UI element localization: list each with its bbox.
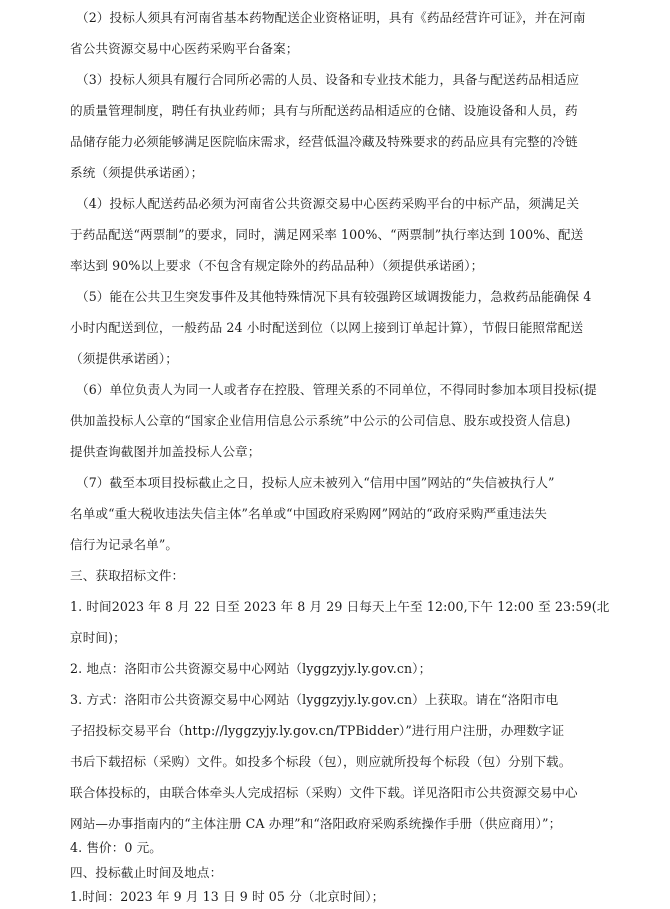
text-line: （5）能在公共卫生突发事件及其他特殊情况下具有较强跨区域调拨能力，急救药品能确保 4: [76, 289, 592, 304]
text-line: 小时内配送到位，一般药品 24 小时配送到位（以网上接到订单起计算），节假日能照常配送: [70, 320, 584, 335]
text-line: 提供查询截图并加盖投标人公章；: [70, 444, 261, 459]
text-line: 1.时间：2023 年 9 月 13 日 9 时 05 分（北京时间）；: [70, 889, 385, 904]
text-line: 系统（须提供承诺函）；: [70, 165, 204, 180]
text-line: 于药品配送“两票制”的要求，同时，满足网采率 100%、“两票制”执行率达到 100%、配送: [70, 227, 584, 242]
text-line: 供加盖投标人公章的“国家企业信用信息公示系统”中公示的公司信息、股东或投资人信息): [70, 413, 571, 428]
text-line: 2. 地点：洛阳市公共资源交易中心网站（lyggzyjy.ly.gov.cn）；: [70, 661, 432, 676]
text-line: 4. 售价：0 元。: [70, 840, 163, 855]
text-line: 子招投标交易平台（http://lyggzyjy.ly.gov.cn/TPBidder）”进行用户注册，办理数字证: [70, 723, 565, 738]
text-line: （6）单位负责人为同一人或者存在控股、管理关系的不同单位，不得同时参加本项目投标(提: [76, 382, 597, 397]
text-line: 3. 方式：洛阳市公共资源交易中心网站（lyggzyjy.ly.gov.cn）上获取。请在“洛阳市电: [70, 692, 559, 707]
text-line: 京时间)；: [70, 630, 126, 645]
text-line: 省公共资源交易中心医药采购平台备案；: [70, 41, 299, 56]
section-heading: 三、获取招标文件：: [70, 568, 185, 583]
text-line: （7）截至本项目投标截止之日，投标人应未被列入“信用中国”网站的“失信被执行人”: [76, 475, 555, 490]
text-line: 名单或“重大税收违法失信主体”名单或“中国政府采购网”网站的“政府采购严重违法失: [70, 506, 547, 521]
text-line: 网站—办事指南内的“主体注册 CA 办理”和“洛阳政府采购系统操作手册（供应商用）”；: [70, 816, 562, 831]
text-line: 联合体投标的，由联合体牵头人完成招标（采购）文件下载。详见洛阳市公共资源交易中心: [70, 785, 578, 800]
text-line: （须提供承诺函）；: [70, 351, 178, 366]
text-line: 品储存能力必须能够满足医院临床需求，经营低温冷藏及特殊要求的药品应具有完整的冷链: [70, 134, 578, 149]
text-line: （2）投标人须具有河南省基本药物配送企业资格证明，具有《药品经营许可证》，并在河南: [76, 10, 586, 25]
text-line: 1. 时间2023 年 8 月 22 日至 2023 年 8 月 29 日每天上午至 12:00,下午 12:00 至 23:59(北: [70, 599, 610, 614]
text-line: 的质量管理制度，聘任有执业药师；具有与所配送药品相适应的仓储、设施设备和人员，药: [70, 103, 578, 118]
text-line: （4）投标人配送药品必须为河南省公共资源交易中心医药采购平台的中标产品，须满足关: [76, 196, 580, 211]
text-line: 率达到 90%以上要求（不包含有规定除外的药品品种）（须提供承诺函）；: [70, 258, 484, 273]
text-line: 信行为记录名单”。: [70, 537, 179, 552]
text-line: 书后下载招标（采购）文件。如投多个标段（包），则应就所投每个标段（包）分别下载。: [70, 754, 572, 769]
text-line: （3）投标人须具有履行合同所必需的人员、设备和专业技术能力，具备与配送药品相适应: [76, 72, 580, 87]
section-heading: 四、投标截止时间及地点：: [70, 865, 223, 880]
